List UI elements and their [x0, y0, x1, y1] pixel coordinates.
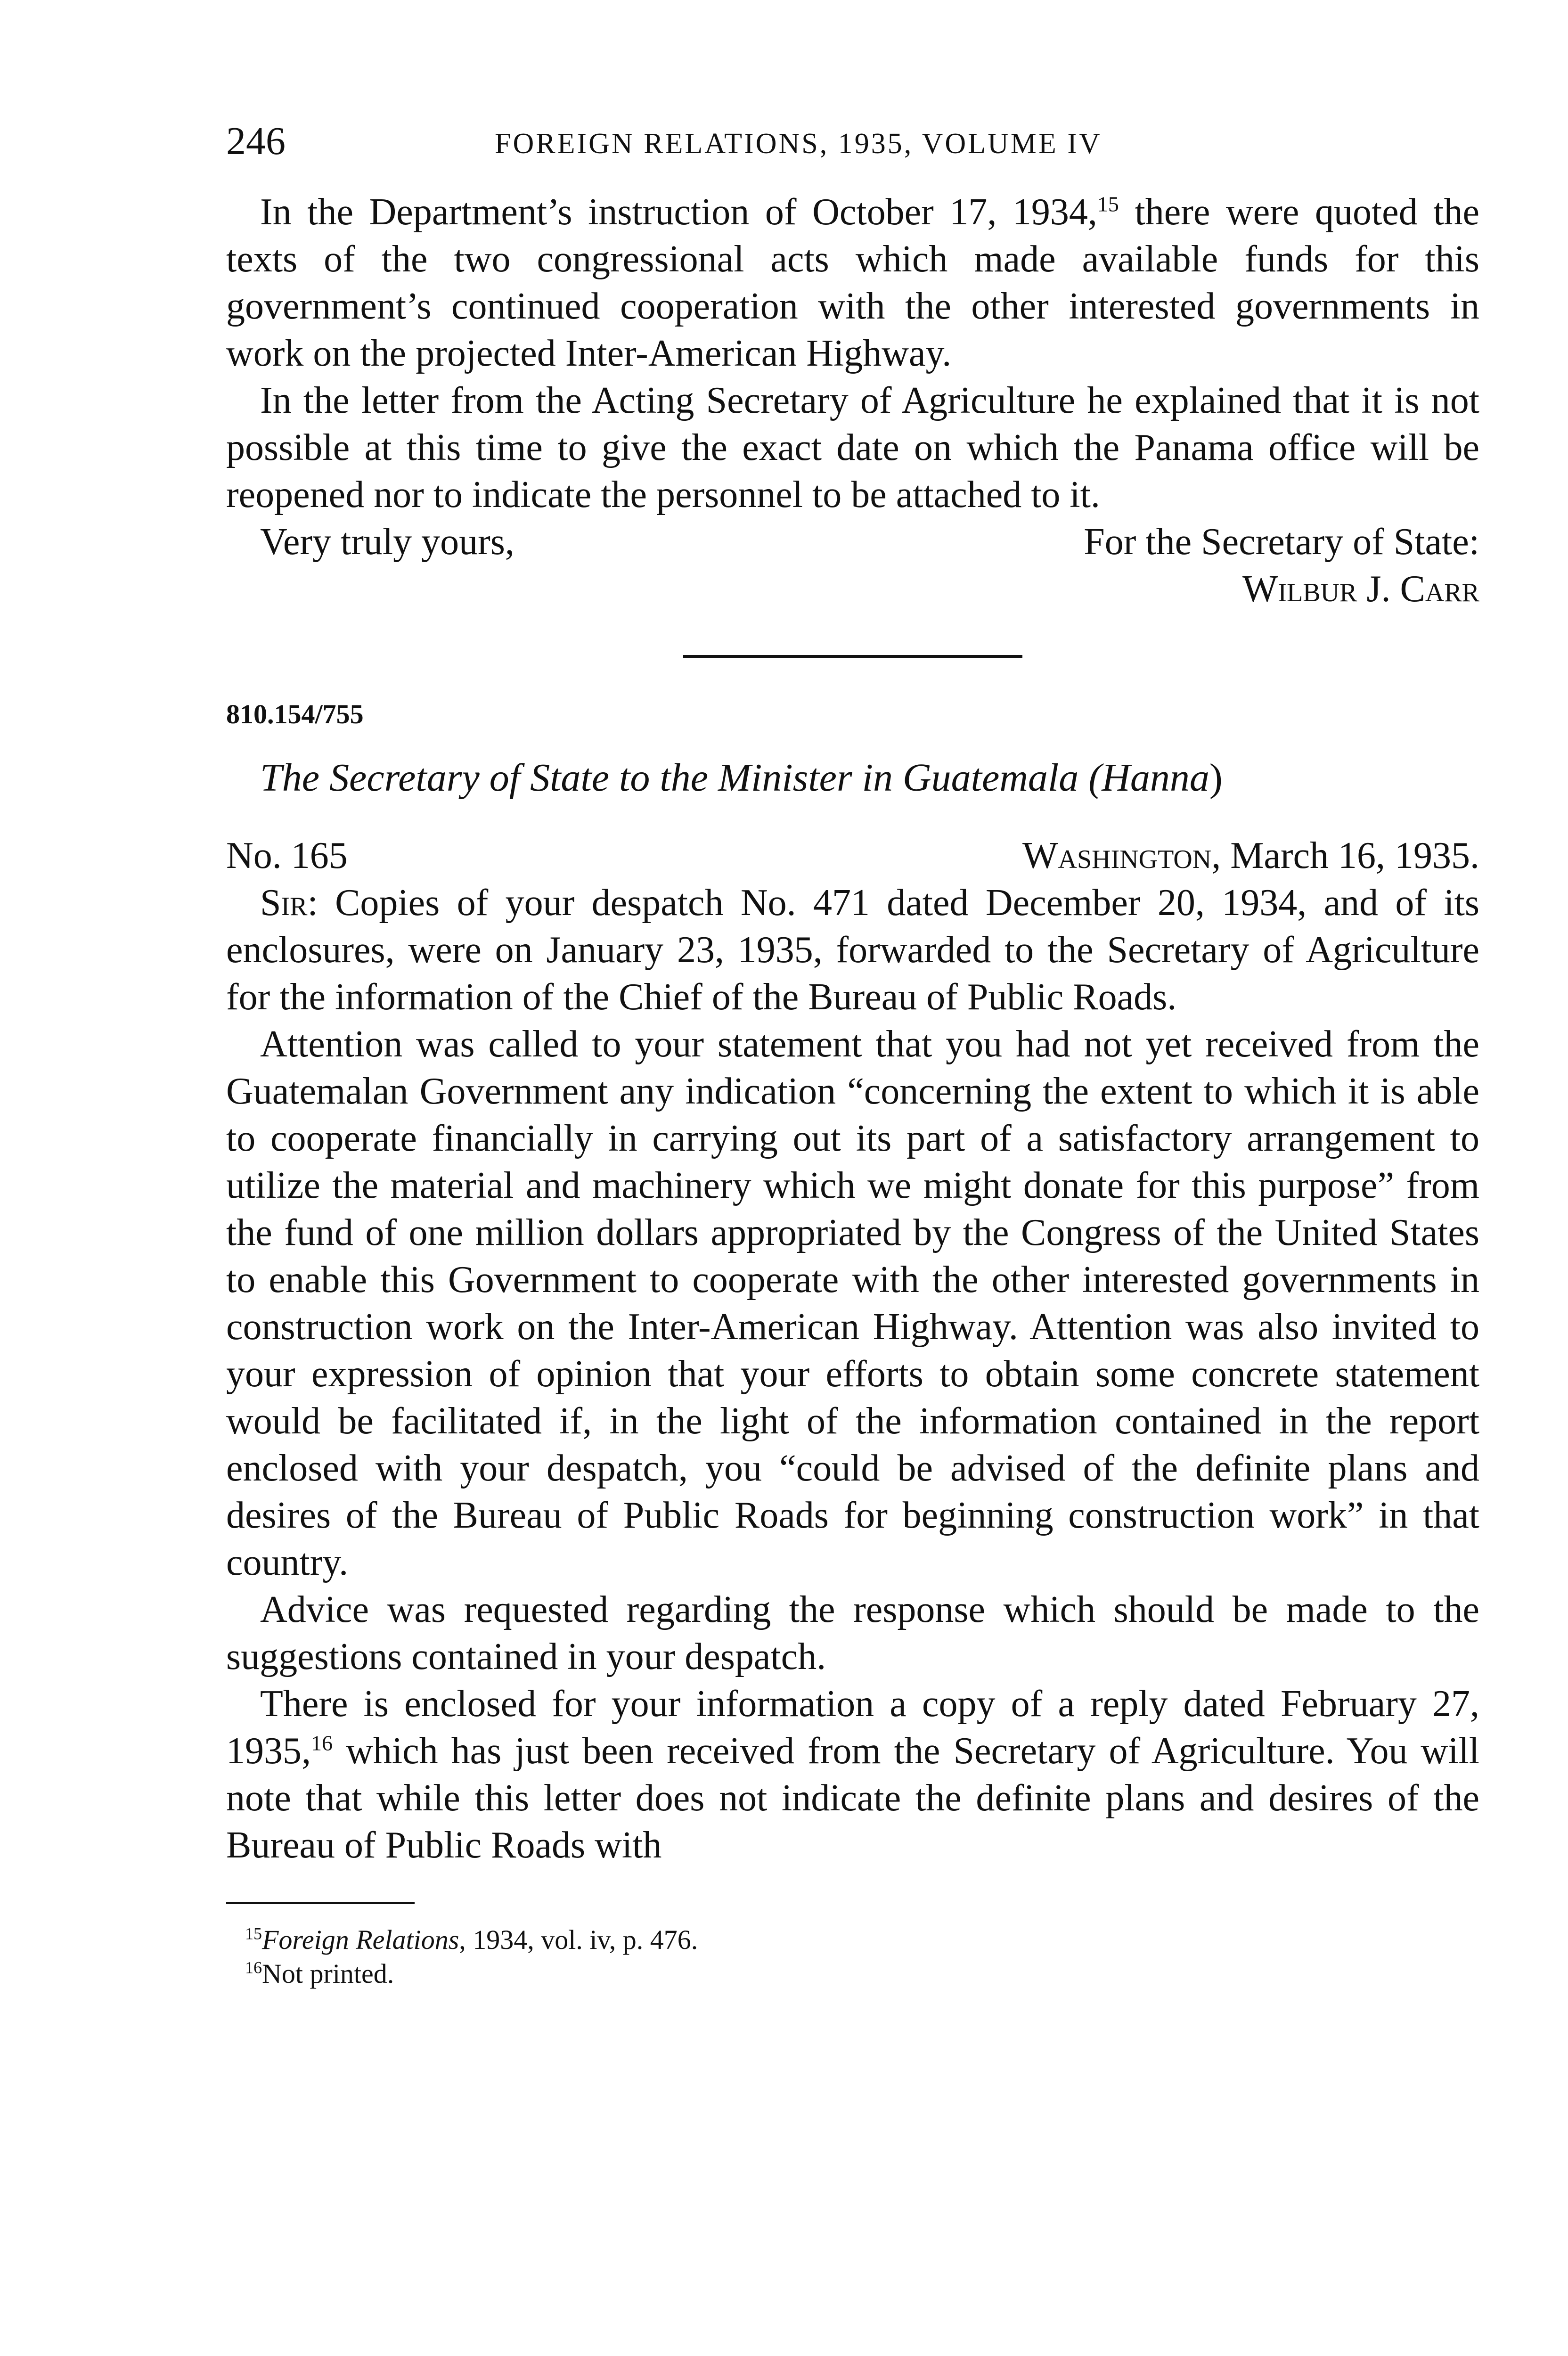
heading-text: The Secretary of State to the Minister in Guatemala (	[260, 756, 1102, 800]
body-paragraph-2: Attention was called to your statement that you had not yet received from the Guatemalan Government any indication “concerning the extent to which it is able to cooperate financially in carrying out its part of a satisfactory arrangement to utilize the material and machinery which we might donate for this purpose” from the fund of one million dollars appropriated by the Congress of the United States to enable this Government to cooperate with the other interested governments in construction work on the Inter-American Highway. Attention was also invited to your expression of opinion that your efforts to obtain some concrete statement would be facilitated if, in the light of the information contained in the report enclosed with your despatch, you “could be advised of the definite plans and desires of the Bureau of Public Roads for beginning construction work” in that country.	[226, 1023, 1479, 1583]
footnote-source: Foreign Relations	[262, 1924, 459, 1955]
footnote-16	[226, 1957, 1479, 1991]
closing-line	[226, 518, 1479, 565]
footnote-text: Not printed.	[262, 1958, 394, 1989]
dateline	[226, 832, 1479, 879]
document-heading	[226, 752, 1479, 804]
continuation-paragraph-2: In the letter from the Acting Secretary of Agriculture he explained that it is not possible at this time to give the exact date on which the Panama office will be reopened nor to indicate the personnel to be attached to it.	[226, 380, 1479, 515]
letter-body	[226, 832, 1479, 1869]
file-number: 810.154/755	[226, 699, 364, 729]
section-divider	[683, 655, 1022, 658]
footnote-rule	[226, 1902, 415, 1904]
body-paragraph-3: Advice was requested regarding the response which should be made to the suggestions contained in your despatch.	[226, 1589, 1479, 1677]
letter-continuation	[226, 188, 1479, 613]
page-number: 246	[226, 119, 286, 163]
footnote-ref-15: 15	[1097, 192, 1119, 216]
journal-title: FOREIGN RELATIONS, 1935, VOLUME IV	[495, 128, 1102, 160]
body-paragraph-4	[226, 1680, 1479, 1869]
signature: Wilbur J. Carr	[1242, 568, 1479, 610]
body-text: : Copies of your despatch No. 471 dated December 20, 1934, and of its enclosures, were on January 23, 1935, forwarded to the Secretary of Agriculture for the information of the Chief of the Bureau of Public Roads.	[226, 882, 1479, 1018]
heading-recipient-name: Hanna	[1102, 756, 1209, 800]
footnote-text: , 1934, vol. iv, p. 476.	[459, 1924, 698, 1955]
heading-close: )	[1209, 756, 1223, 800]
date: , March 16, 1935.	[1211, 835, 1479, 876]
running-header	[226, 118, 1479, 170]
place: Washington	[1022, 835, 1212, 876]
footnote-mark: 16	[245, 1958, 262, 1977]
body-paragraph-1	[226, 879, 1479, 1021]
place-and-date	[1022, 832, 1479, 879]
continuation-paragraph-1	[226, 188, 1479, 377]
footnote-mark: 15	[245, 1924, 262, 1943]
body-text: There is enclosed for your information a copy of a reply dated February 27, 1935,	[226, 1683, 1479, 1772]
footnote-ref-16: 16	[311, 1731, 333, 1755]
complimentary-close: Very truly yours,	[260, 521, 514, 563]
continuation-text: there were quoted the texts of the two congressional acts which made available funds for this government’s continued cooperation with the other interested governments in work on the projected Inter-American Highway.	[226, 191, 1480, 374]
salutation: Sir	[260, 882, 308, 924]
signature-block-title: For the Secretary of State:	[1084, 521, 1479, 563]
continuation-text: In the Department’s instruction of October 17, 1934,	[260, 191, 1097, 233]
body-text: which has just been received from the Secretary of Agriculture. You will note that while this letter does not indicate the definite plans and desires of the Bureau of Public Roads with	[226, 1730, 1479, 1866]
footnote-15	[226, 1923, 1479, 1957]
document-number: No. 165	[226, 835, 348, 876]
document-page	[226, 118, 1479, 1991]
